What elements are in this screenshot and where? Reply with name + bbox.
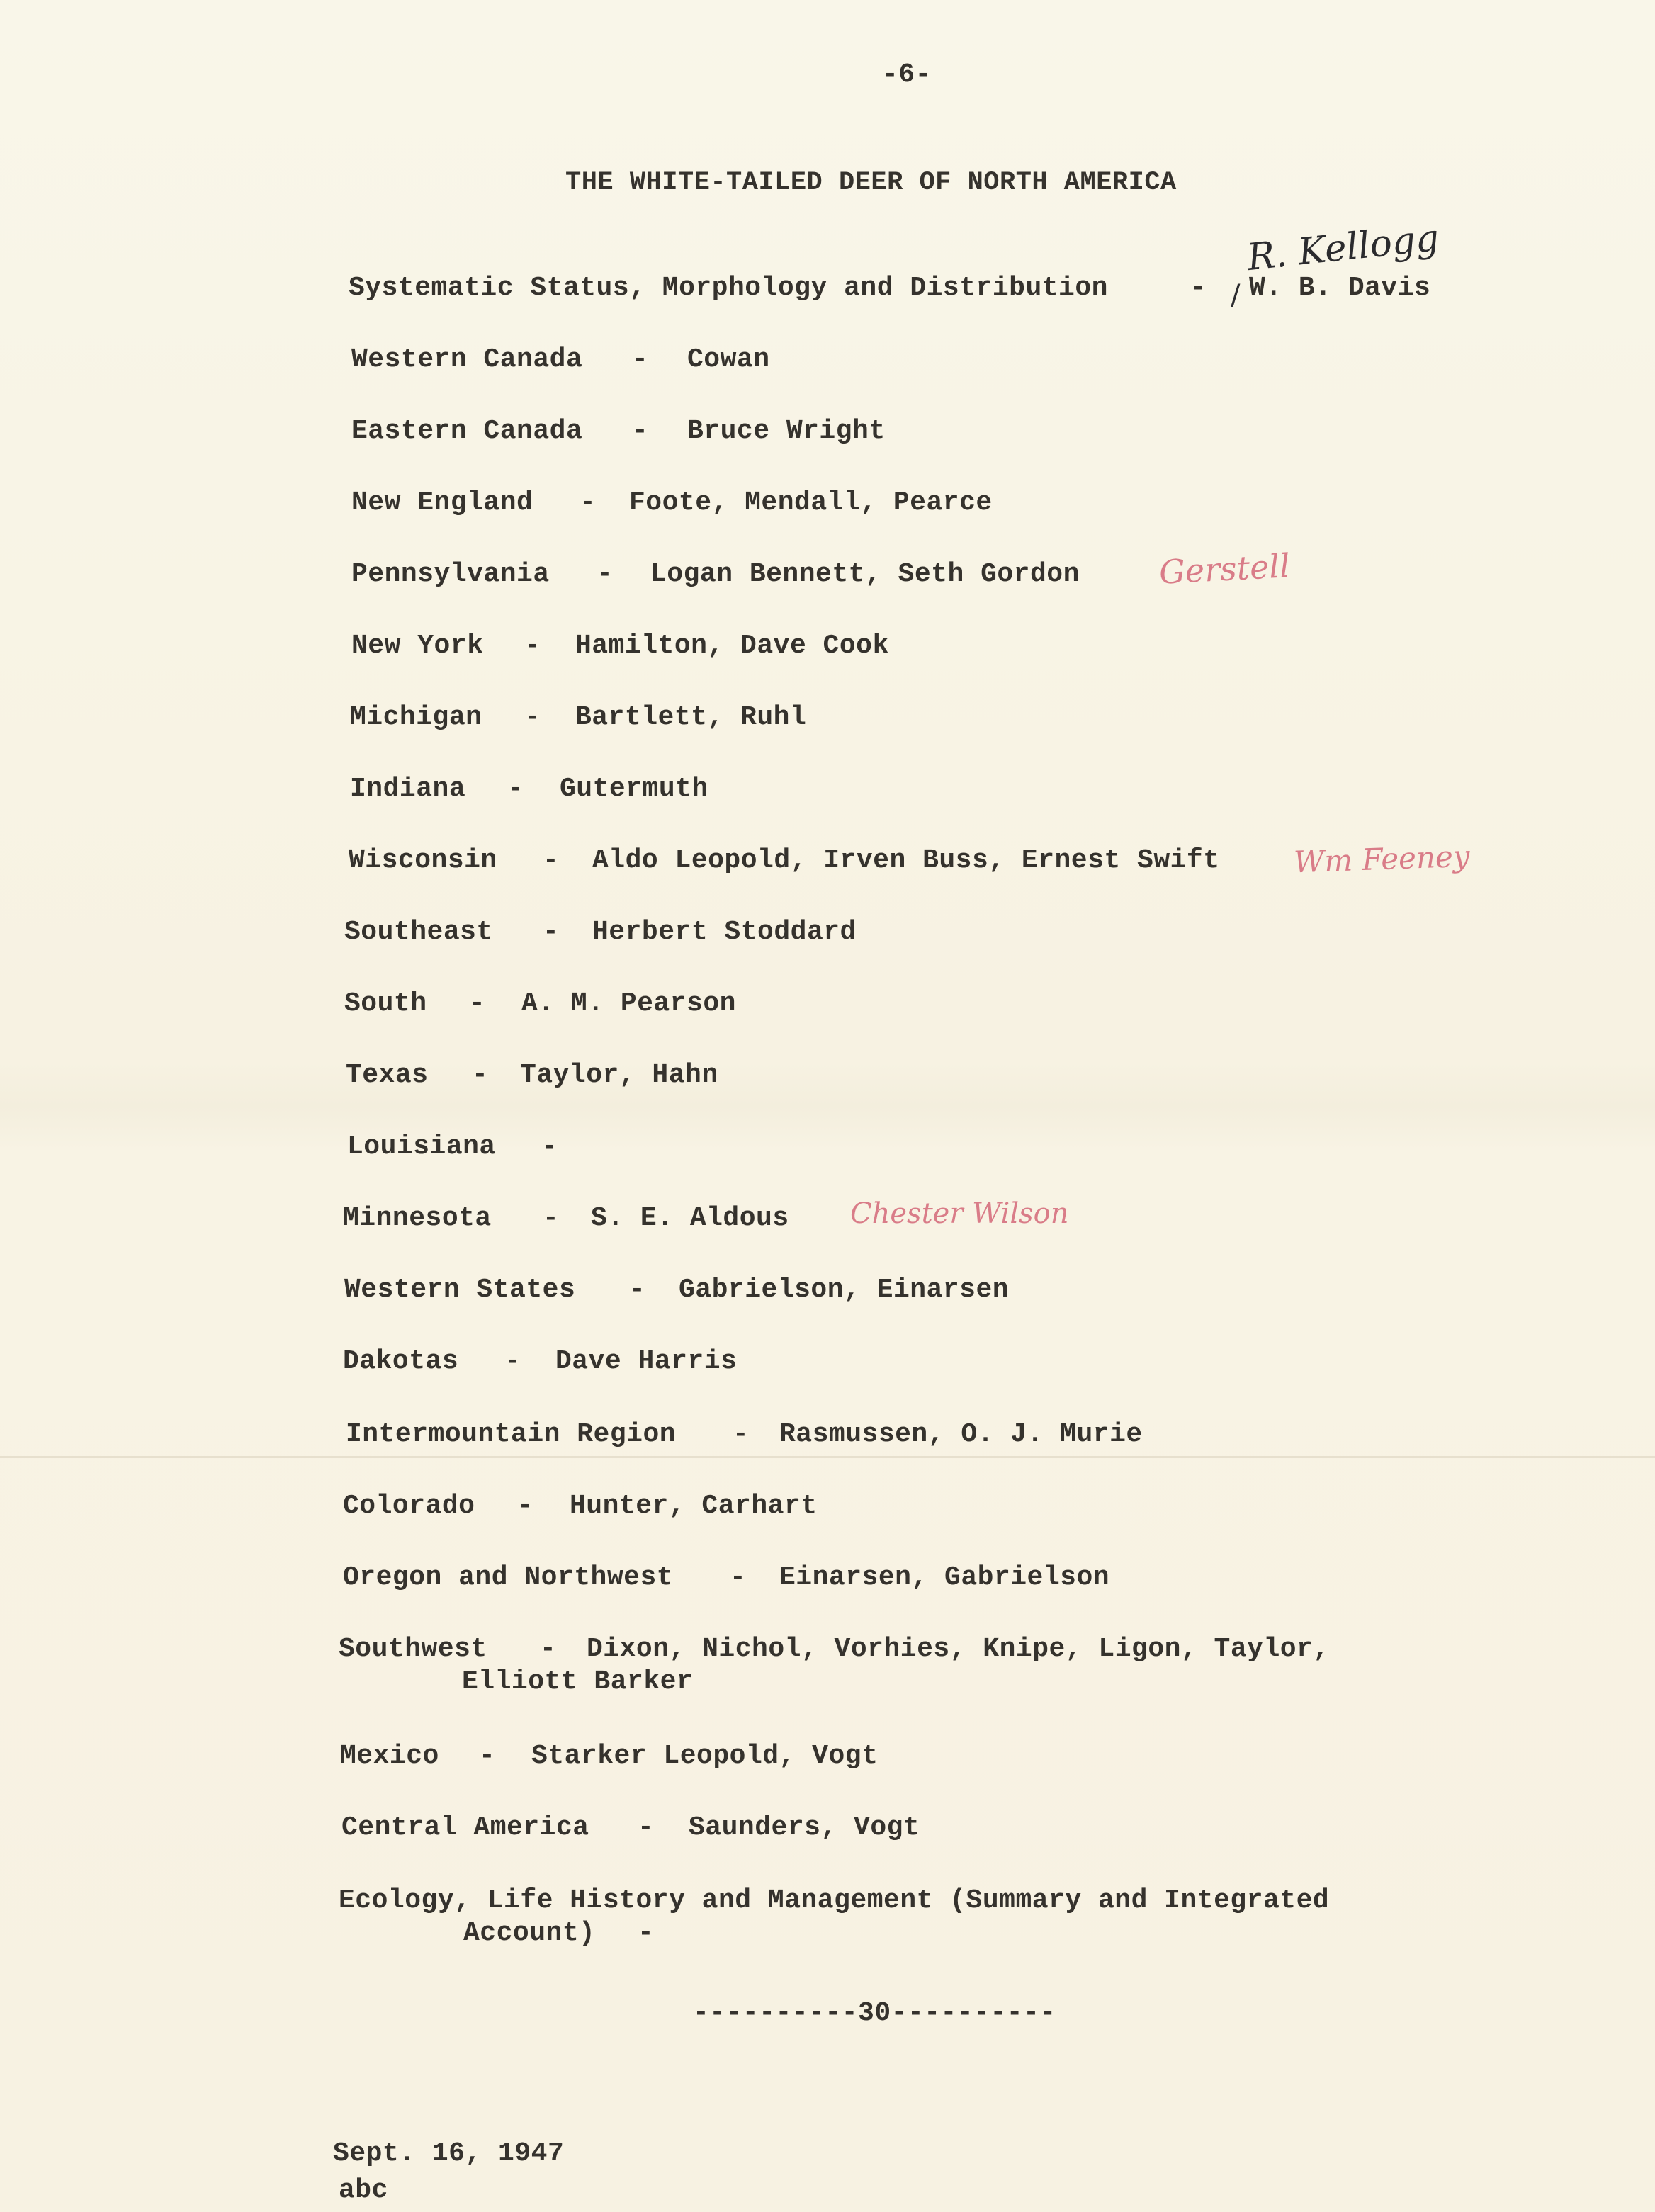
entry-authors: Saunders, Vogt — [689, 1812, 920, 1843]
entry-dash: - — [638, 1918, 655, 1948]
handwritten-note-kellogg: R. Kellogg — [1245, 216, 1441, 280]
entry-authors: Gutermuth — [560, 774, 708, 804]
entry-region: Mexico — [340, 1741, 439, 1771]
entry-dash: - — [632, 344, 649, 375]
entry-region: New England — [351, 487, 533, 518]
entry-dash: - — [472, 1060, 489, 1090]
entry-dash: - — [597, 559, 614, 589]
entry-region: New York — [351, 631, 484, 661]
entry-region: Texas — [346, 1060, 429, 1090]
entry-region: Indiana — [350, 774, 466, 804]
entry-region: Louisiana — [347, 1132, 496, 1162]
entry-authors: A. M. Pearson — [521, 988, 736, 1019]
entry-dash: - — [730, 1562, 747, 1593]
entry-authors: S. E. Aldous — [591, 1203, 789, 1234]
page-number: -6- — [882, 60, 932, 90]
entry-authors: Aldo Leopold, Irven Buss, Ernest Swift — [592, 845, 1220, 876]
entry-dash: - — [629, 1275, 646, 1305]
insertion-caret-mark: / — [1231, 279, 1241, 312]
entry-dash: - — [1190, 273, 1207, 303]
entry-dash: - — [543, 845, 560, 876]
entry-region: Southeast — [344, 917, 493, 947]
entry-dash: - — [517, 1491, 534, 1521]
end-rule: ----------30---------- — [693, 1998, 1056, 2028]
handwritten-note-gerstell: Gerstell — [1158, 546, 1291, 592]
entry-region: Western Canada — [351, 344, 583, 375]
entry-region: Intermountain Region — [346, 1419, 677, 1450]
entry-region: Ecology, Life History and Management (Summary and Integrated — [339, 1885, 1330, 1916]
entry-dash: - — [543, 1203, 560, 1234]
entry-dash: - — [632, 416, 649, 446]
entry-dash: - — [524, 702, 541, 733]
paper-fold-line — [0, 1456, 1655, 1458]
entry-region: Oregon and Northwest — [343, 1562, 674, 1593]
entry-authors: Herbert Stoddard — [592, 917, 857, 947]
entry-region: Central America — [341, 1812, 589, 1843]
entry-region: Minnesota — [343, 1203, 492, 1234]
document-title: THE WHITE-TAILED DEER OF NORTH AMERICA — [565, 168, 1177, 198]
entry-dash: - — [504, 1346, 521, 1377]
entry-dash: - — [733, 1419, 750, 1450]
entry-authors: Dixon, Nichol, Vorhies, Knipe, Ligon, Taylor, — [587, 1634, 1330, 1664]
entry-region: Eastern Canada — [351, 416, 583, 446]
entry-dash: - — [507, 774, 524, 804]
entry-region: Systematic Status, Morphology and Distribution — [349, 273, 1108, 303]
entry-region-continued: Account) — [463, 1918, 596, 1948]
entry-dash: - — [543, 917, 560, 947]
entry-authors: Logan Bennett, Seth Gordon — [650, 559, 1080, 589]
entry-authors: Rasmussen, O. J. Murie — [779, 1419, 1143, 1450]
typist-initials: abc — [339, 2175, 388, 2206]
entry-region: Western States — [344, 1275, 576, 1305]
entry-authors: Dave Harris — [555, 1346, 738, 1377]
entry-region: Wisconsin — [349, 845, 497, 876]
entry-authors: Cowan — [687, 344, 770, 375]
entry-authors: Starker Leopold, Vogt — [531, 1741, 879, 1771]
entry-dash: - — [479, 1741, 496, 1771]
entry-authors: Bartlett, Ruhl — [575, 702, 807, 733]
entry-authors: Hamilton, Dave Cook — [575, 631, 889, 661]
handwritten-note-feeney: Wm Feeney — [1293, 838, 1471, 880]
entry-authors-continued: Elliott Barker — [462, 1666, 694, 1697]
document-date: Sept. 16, 1947 — [333, 2138, 565, 2169]
entry-region: Dakotas — [343, 1346, 459, 1377]
entry-authors: Gabrielson, Einarsen — [679, 1275, 1010, 1305]
entry-authors: Hunter, Carhart — [570, 1491, 818, 1521]
entry-authors: Einarsen, Gabrielson — [779, 1562, 1110, 1593]
entry-region: South — [344, 988, 427, 1019]
entry-region: Pennsylvania — [351, 559, 550, 589]
entry-region: Colorado — [343, 1491, 475, 1521]
entry-dash: - — [469, 988, 486, 1019]
entry-dash: - — [638, 1812, 655, 1843]
entry-authors: Bruce Wright — [687, 416, 886, 446]
entry-dash: - — [524, 631, 541, 661]
entry-dash: - — [580, 487, 597, 518]
entry-authors: Foote, Mendall, Pearce — [629, 487, 993, 518]
entry-region: Michigan — [350, 702, 482, 733]
entry-region: Southwest — [339, 1634, 487, 1664]
handwritten-note-wilson: Chester Wilson — [850, 1197, 1069, 1230]
entry-dash: - — [540, 1634, 557, 1664]
entry-dash: - — [541, 1132, 558, 1162]
entry-authors: W. B. Davis — [1249, 273, 1431, 303]
entry-authors: Taylor, Hahn — [520, 1060, 718, 1090]
